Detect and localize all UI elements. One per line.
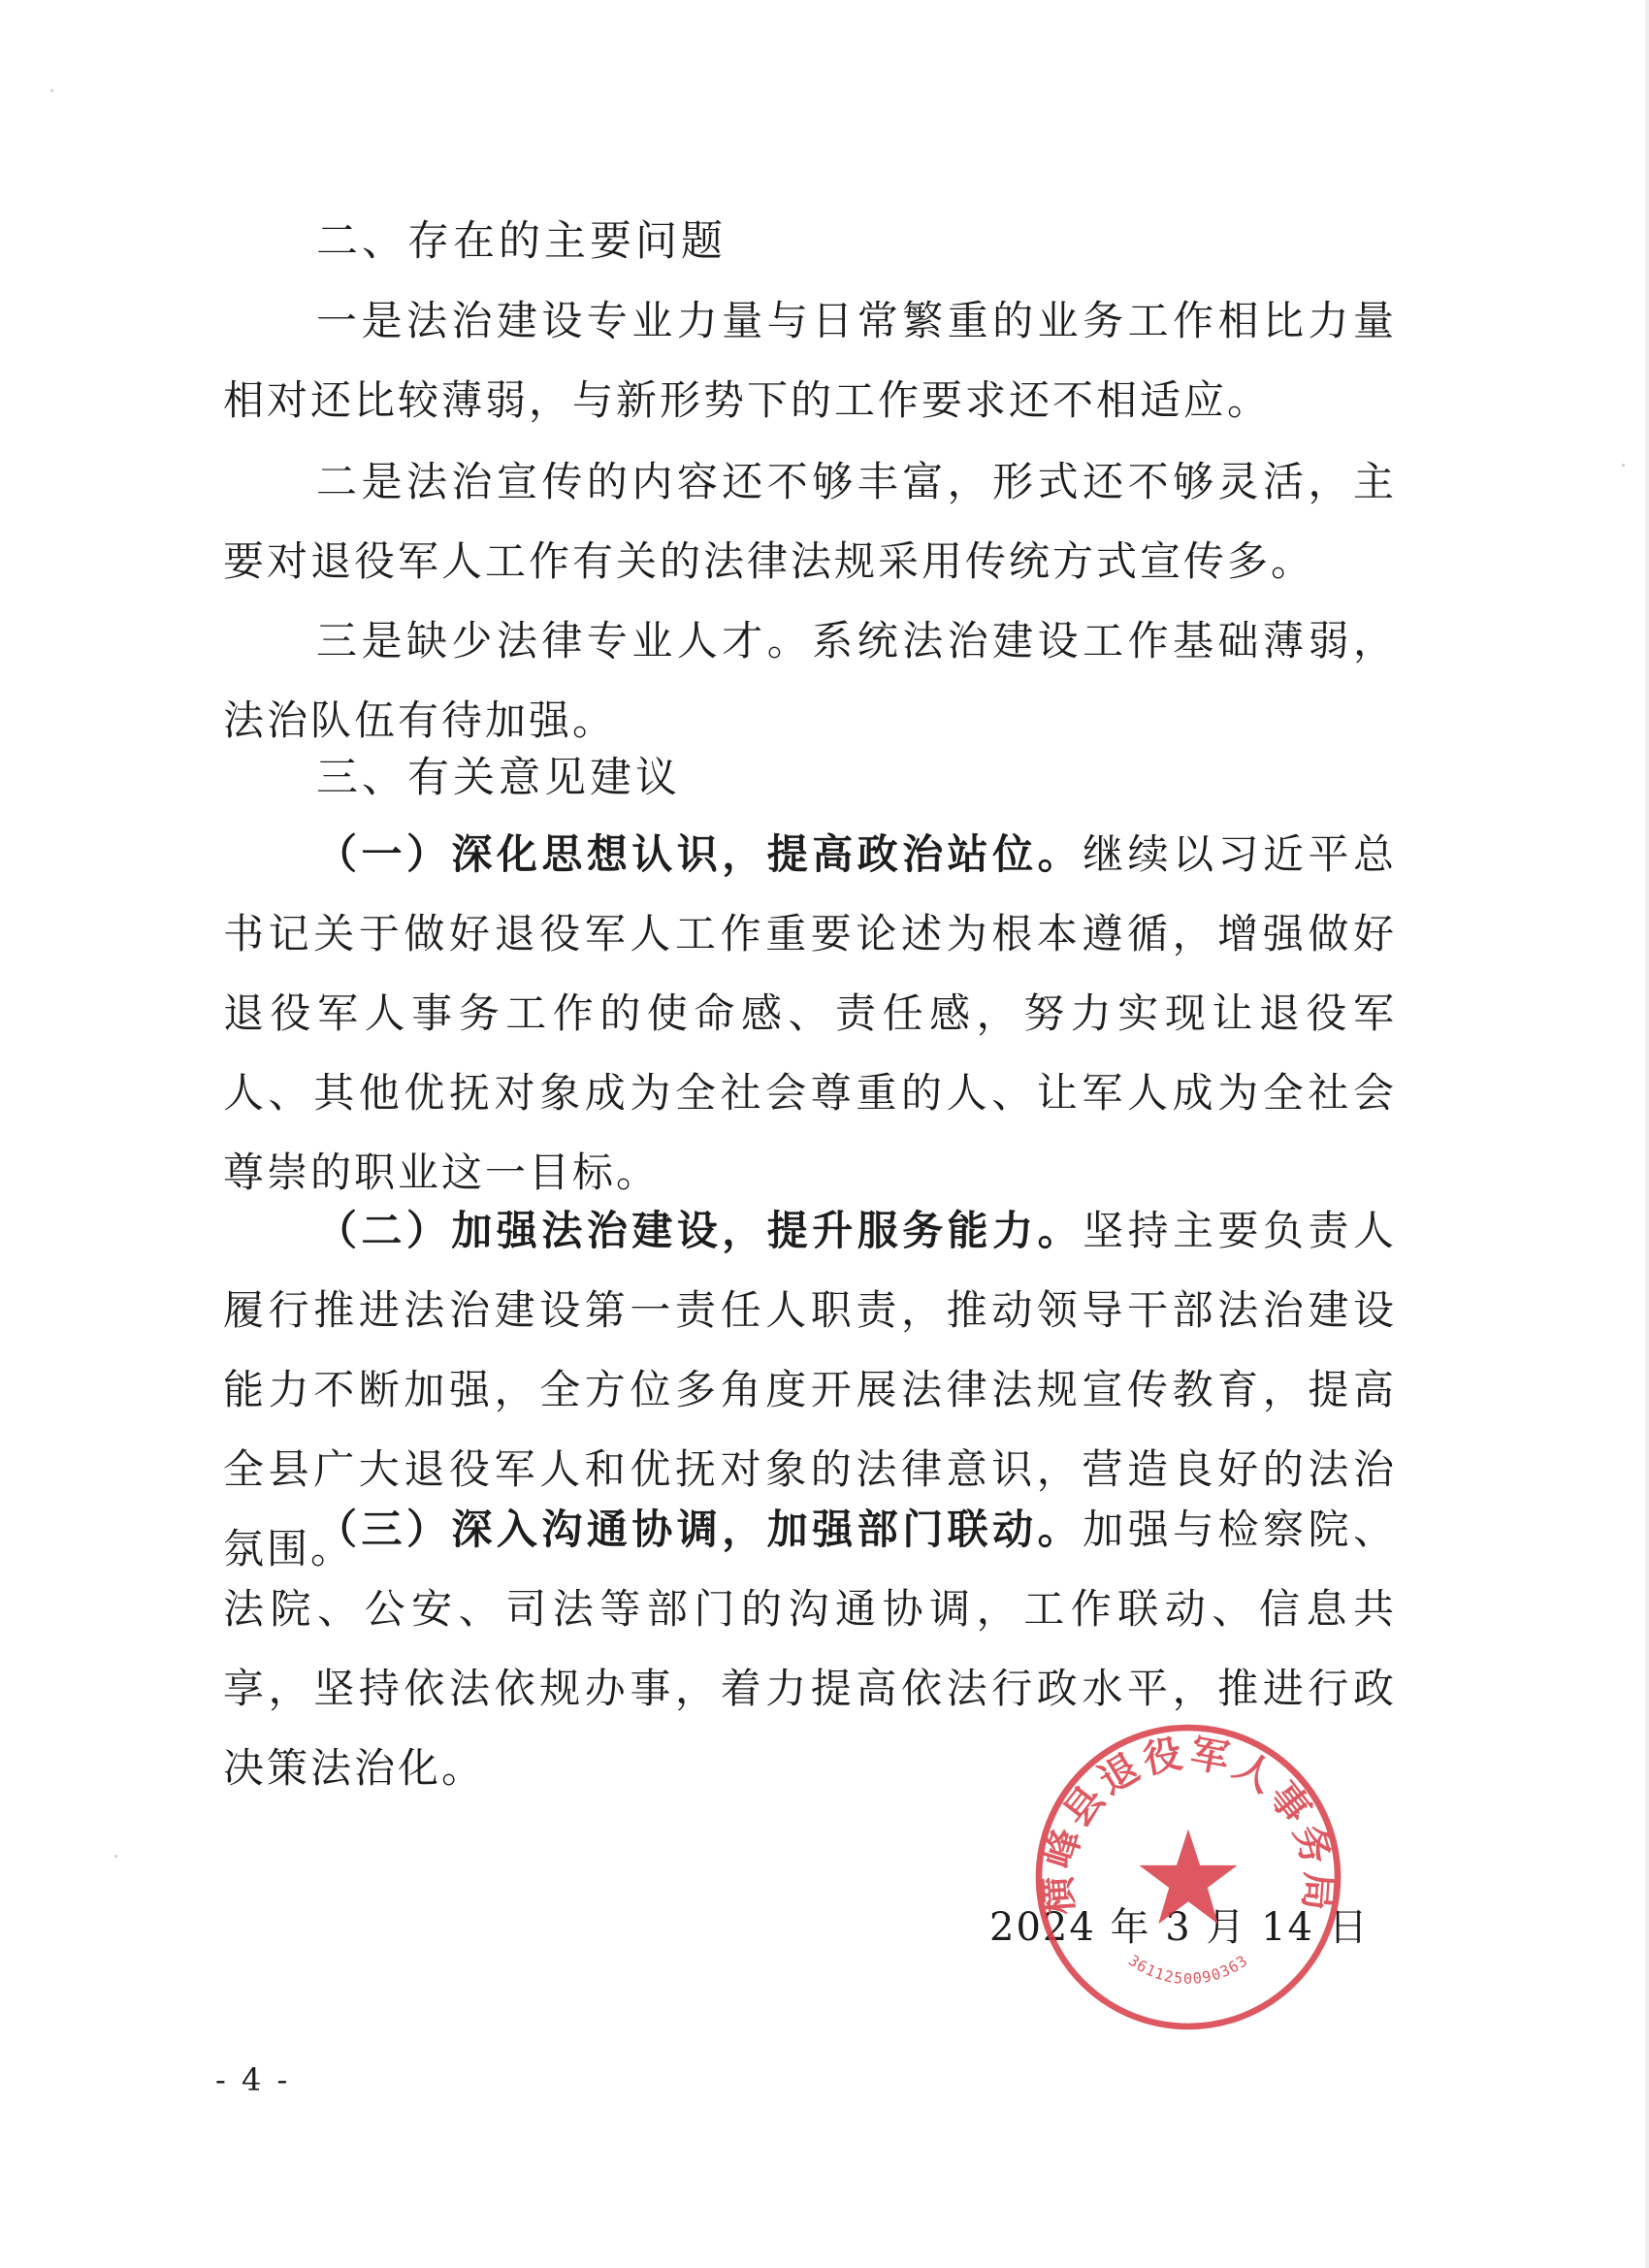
official-seal-stamp [1028,1717,1348,2037]
suggestion-paragraph-1 [223,815,1397,1213]
document-date: 2024 年 3 月 14 日 [989,1905,1370,1950]
scan-speck [50,89,53,92]
suggestion-text-2: 坚持主要负责人履行推进法治建设第一责任人职责，推动领导干部法治建设能力不断加强，全方位多角度开展法律法规宣传教育，提高全县广大退役军人和优抚对象的法律意识，营造良好的法治氛围。 [223,1207,1397,1572]
section-heading-problems: 二、存在的主要问题 [316,217,727,266]
scan-speck [1622,464,1625,467]
scan-speck [114,1855,117,1858]
page-number: - 4 - [215,2061,291,2098]
scan-edge [1645,0,1649,2268]
suggestion-lead-3: （三）深入沟通协调，加强部门联动。 [316,1506,1083,1553]
suggestion-lead-1: （一）深化思想认识，提高政治站位。 [316,830,1083,878]
seal-text: 横峰县退役军人事务局 [1034,1731,1342,1917]
seal-code: 3611250090363 [1124,1951,1252,1988]
seal-star-icon [1139,1830,1237,1925]
section-heading-suggestions: 三、有关意见建议 [316,754,681,802]
suggestion-lead-2: （二）加强法治建设，提升服务能力。 [316,1207,1083,1254]
suggestion-text-3: 加强与检察院、法院、公安、司法等部门的沟通协调，工作联动、信息共享，坚持依法依规办事，着力提高依法行政水平，推进行政决策法治化。 [223,1506,1397,1792]
problem-paragraph-2: 二是法治宣传的内容还不够丰富，形式还不够灵活，主要对退役军人工作有关的法律法规采用传统方式宣传多。 [223,458,1397,585]
suggestion-text-1: 继续以习近平总书记关于做好退役军人工作重要论述为根本遵循，增强做好退役军人事务工作的使命感、责任感，努力实现让退役军人、其他优抚对象成为全社会尊重的人、让军人成为全社会尊崇的职业这一目标。 [223,830,1397,1196]
problem-paragraph-3: 三是缺少法律专业人才。系统法治建设工作基础薄弱，法治队伍有待加强。 [223,617,1397,744]
problem-paragraph-1: 一是法治建设专业力量与日常繁重的业务工作相比力量相对还比较薄弱，与新形势下的工作要求还不相适应。 [223,297,1397,424]
